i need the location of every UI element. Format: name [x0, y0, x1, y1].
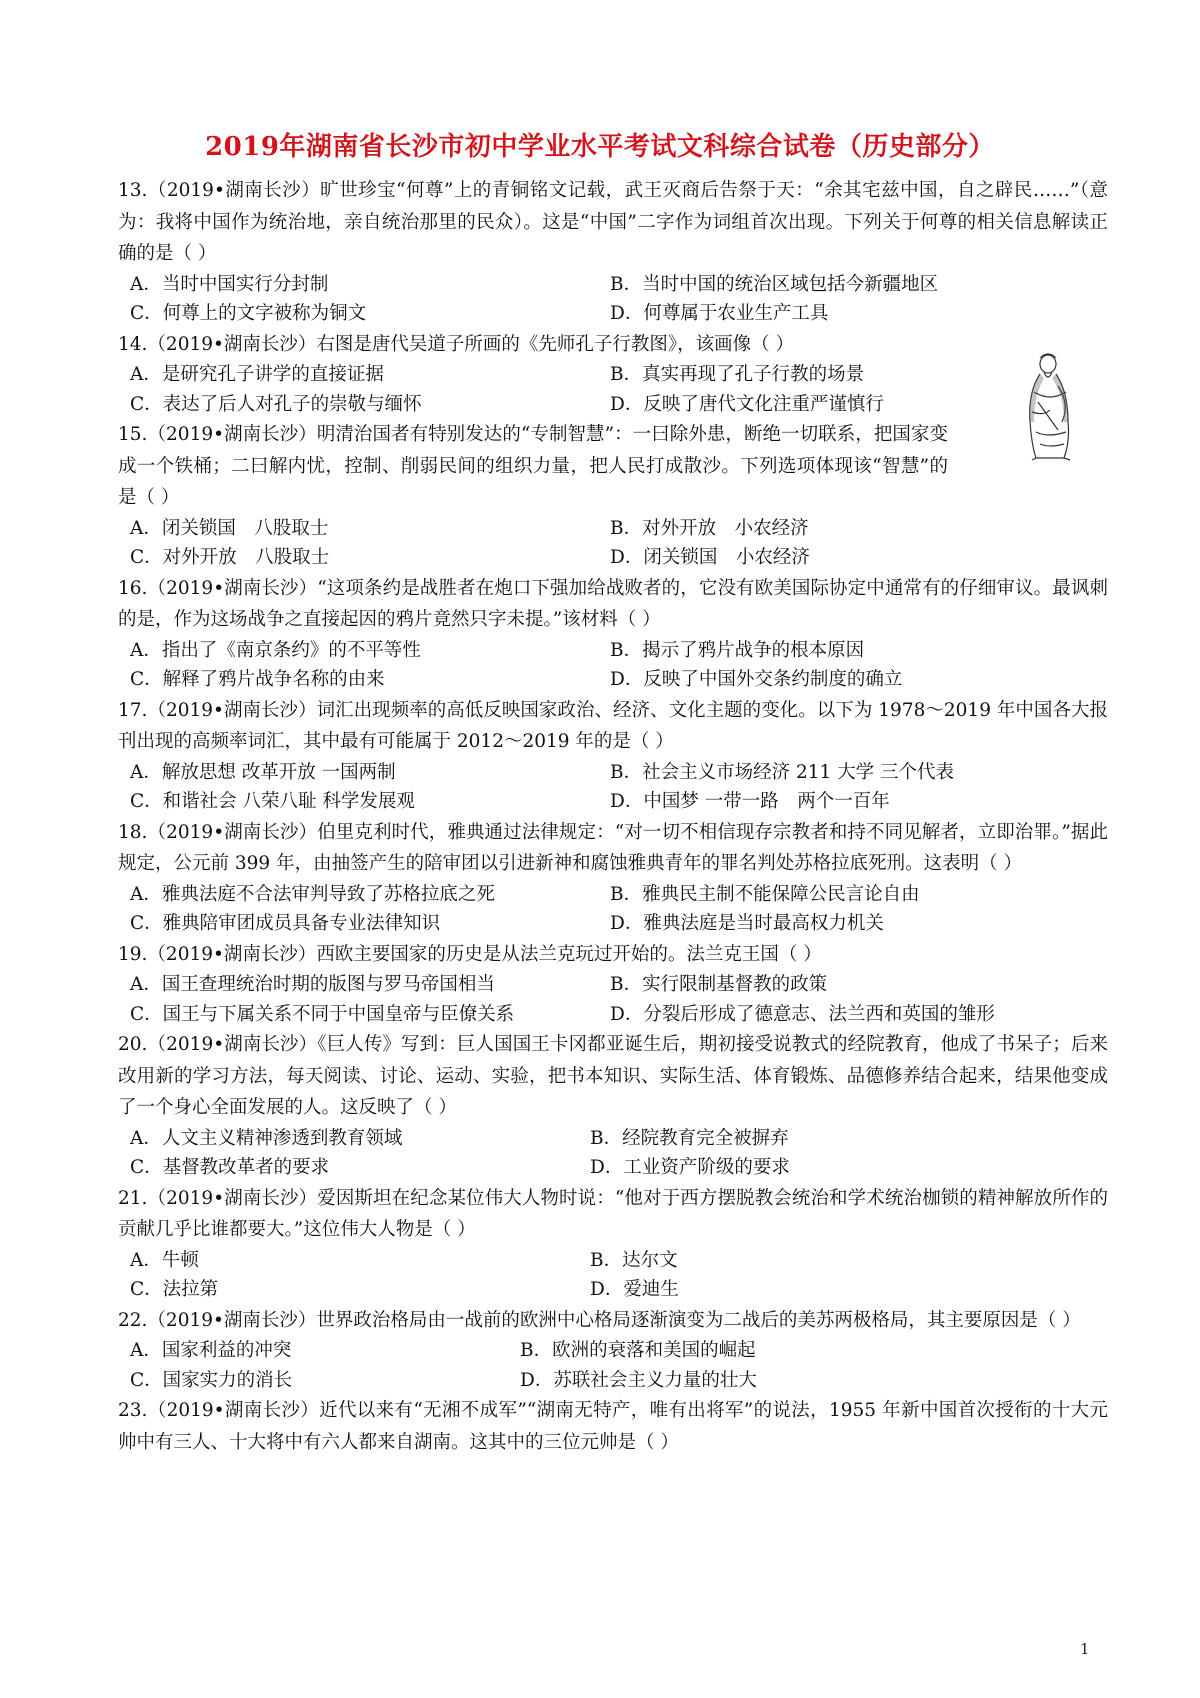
- option-c: C．表达了后人对孔子的崇敬与缅怀: [130, 393, 422, 415]
- option-c: C．国家实力的消长: [130, 1369, 293, 1391]
- question-16: [118, 573, 1108, 695]
- option-a: A．人文主义精神渗透到教育领域: [130, 1127, 403, 1149]
- question-stem: 22.（2019•湖南长沙）世界政治格局由一战前的欧洲中心格局逐渐演变为二战后的美苏两极格局，其主要原因是（ ）: [118, 1309, 1081, 1331]
- question-17: [118, 695, 1108, 817]
- question-22: [118, 1305, 1108, 1396]
- question-stem: 20.（2019•湖南长沙）《巨人传》写到：巨人国国王卡冈都亚诞生后，期初接受说教式的经院教育，他成了书呆子；后来改用新的学习方法，每天阅读、讨论、运动、实验，把书本知识、实际生活、体育锻炼、品德修养结合起来，结果他变成了一个身心全面发展的人。这反映了（ ）: [118, 1034, 1108, 1118]
- option-b: B．雅典民主制不能保障公民言论自由: [610, 883, 920, 905]
- options-grid: [118, 360, 1108, 419]
- options-grid: [118, 758, 1108, 817]
- question-stem: 13.（2019•湖南长沙）旷世珍宝“何尊”上的青铜铭文记载，武王灭商后告祭于天：“余其宅兹中国，自之辟民……”（意为：我将中国作为统治地，亲自统治那里的民众）。这是“中国”二字作为词组首次出现。下列关于何尊的相关信息解读正确的是（ ）: [118, 180, 1108, 264]
- option-a: A．解放思想 改革开放 一国两制: [130, 761, 396, 783]
- option-b: B．揭示了鸦片战争的根本原因: [610, 639, 865, 661]
- option-d: D．中国梦 一带一路 两个一百年: [610, 791, 890, 812]
- question-19: [118, 939, 1108, 1030]
- option-c: C．国王与下属关系不同于中国皇帝与臣僚关系: [130, 1003, 515, 1025]
- option-b: B．当时中国的统治区域包括今新疆地区: [610, 273, 939, 295]
- option-a: A．国家利益的冲突: [130, 1340, 292, 1361]
- option-b: B．社会主义市场经济 211 大学 三个代表: [610, 761, 955, 783]
- option-d: D．苏联社会主义力量的壮大: [520, 1369, 757, 1391]
- option-c: C．法拉第: [130, 1279, 219, 1300]
- option-a: A．雅典法庭不合法审判导致了苏格拉底之死: [130, 883, 495, 905]
- option-a: A．指出了《南京条约》的不平等性: [130, 639, 421, 661]
- question-14: [118, 329, 1108, 420]
- options-grid: [118, 270, 1108, 329]
- question-stem: 15.（2019•湖南长沙）明清治国者有特别发达的“专制智慧”：一曰除外患，断绝一切联系，把国家变成一个铁桶；二曰解内忧，控制、削弱民间的组织力量，把人民打成散沙。下列选项体现该“智慧”的是（ ）: [118, 424, 948, 508]
- page-number: 1: [1080, 1640, 1090, 1658]
- question-list: [118, 175, 1108, 1458]
- option-d: D．爱迪生: [590, 1279, 679, 1300]
- options-grid: [118, 636, 1108, 695]
- option-d: D．何尊属于农业生产工具: [610, 303, 829, 324]
- question-stem: 16.（2019•湖南长沙）“这项条约是战胜者在炮口下强加给战败者的，它没有欧美国际协定中通常有的仔细审议。最讽刺的是，作为这场战争之直接起因的鸦片竟然只字未提。”该材料（ ）: [118, 577, 1108, 630]
- option-a: A．国王查理统治时期的版图与罗马帝国相当: [130, 974, 495, 995]
- option-a: A．闭关锁国 八股取士: [130, 517, 329, 539]
- option-a: A．牛顿: [130, 1249, 199, 1271]
- option-c: C．基督教改革者的要求: [130, 1157, 330, 1178]
- question-21: [118, 1183, 1108, 1305]
- options-grid: [118, 1246, 1108, 1305]
- option-c: C．和谐社会 八荣八耻 科学发展观: [130, 791, 415, 812]
- question-stem: 19.（2019•湖南长沙）西欧主要国家的历史是从法兰克玩过开始的。法兰克王国（ ）: [118, 943, 822, 965]
- options-grid: [118, 880, 1108, 939]
- option-c: C．雅典陪审团成员具备专业法律知识: [130, 913, 441, 934]
- question-15: [118, 419, 1108, 573]
- question-stem: 21.（2019•湖南长沙）爱因斯坦在纪念某位伟大人物时说：“他对于西方摆脱教会统治和学术统治枷锁的精神解放所作的贡献几乎比谁都要大。”这位伟大人物是（ ）: [118, 1187, 1108, 1240]
- option-b: B．对外开放 小农经济: [610, 517, 809, 539]
- option-d: D．反映了中国外交条约制度的确立: [610, 669, 903, 690]
- option-d: D．雅典法庭是当时最高权力机关: [610, 913, 884, 934]
- option-d: D．工业资产阶级的要求: [590, 1157, 790, 1178]
- options-grid: [118, 970, 1108, 1029]
- question-13: [118, 175, 1108, 329]
- options-grid: [118, 1124, 1108, 1183]
- question-23: [118, 1395, 1108, 1458]
- question-18: [118, 817, 1108, 939]
- options-grid: [118, 1336, 1108, 1395]
- option-d: D．反映了唐代文化注重严谨慎行: [610, 393, 884, 415]
- option-a: A．是研究孔子讲学的直接证据: [130, 364, 384, 385]
- option-c: C．何尊上的文字被称为铜文: [130, 303, 367, 324]
- option-b: B．欧洲的衰落和美国的崛起: [520, 1340, 756, 1361]
- option-d: D．闭关锁国 小农经济: [610, 547, 810, 568]
- question-stem: 17.（2019•湖南长沙）词汇出现频率的高低反映国家政治、经济、文化主题的变化。以下为 1978～2019 年中国各大报刊出现的高频率词汇，其中最有可能属于 2012～2019 年的是（ ）: [118, 699, 1108, 752]
- option-b: B．真实再现了孔子行教的场景: [610, 364, 865, 385]
- question-20: [118, 1029, 1108, 1183]
- option-c: C．对外开放 八股取士: [130, 547, 330, 568]
- option-b: B．实行限制基督教的政策: [610, 974, 828, 995]
- question-stem: 23.（2019•湖南长沙）近代以来有“无湘不成军”“湖南无特产，唯有出将军”的说法，1955 年新中国首次授衔的十大元帅中有三人、十大将中有六人都来自湖南。这其中的三位元帅是（ ）: [118, 1400, 1108, 1453]
- option-b: B．达尔文: [590, 1249, 678, 1271]
- question-stem: 18.（2019•湖南长沙）伯里克利时代，雅典通过法律规定：“对一切不相信现存宗教者和持不同见解者，立即治罪。”据此规定，公元前 399 年，由抽签产生的陪审团以引进新神和腐蚀雅典青年的罪名判处苏格拉底死刑。这表明（ ）: [118, 821, 1108, 874]
- option-c: C．解释了鸦片战争名称的由来: [130, 669, 385, 690]
- option-d: D．分裂后形成了德意志、法兰西和英国的雏形: [610, 1003, 995, 1025]
- page-title: 2019年湖南省长沙市初中学业水平考试文科综合试卷（历史部分）: [205, 132, 995, 162]
- option-b: B．经院教育完全被摒弃: [590, 1127, 789, 1149]
- options-grid: [118, 514, 1108, 573]
- option-a: A．当时中国实行分封制: [130, 273, 329, 295]
- question-stem: 14.（2019•湖南长沙）右图是唐代吴道子所画的《先师孔子行教图》，该画像（ ）: [118, 333, 795, 355]
